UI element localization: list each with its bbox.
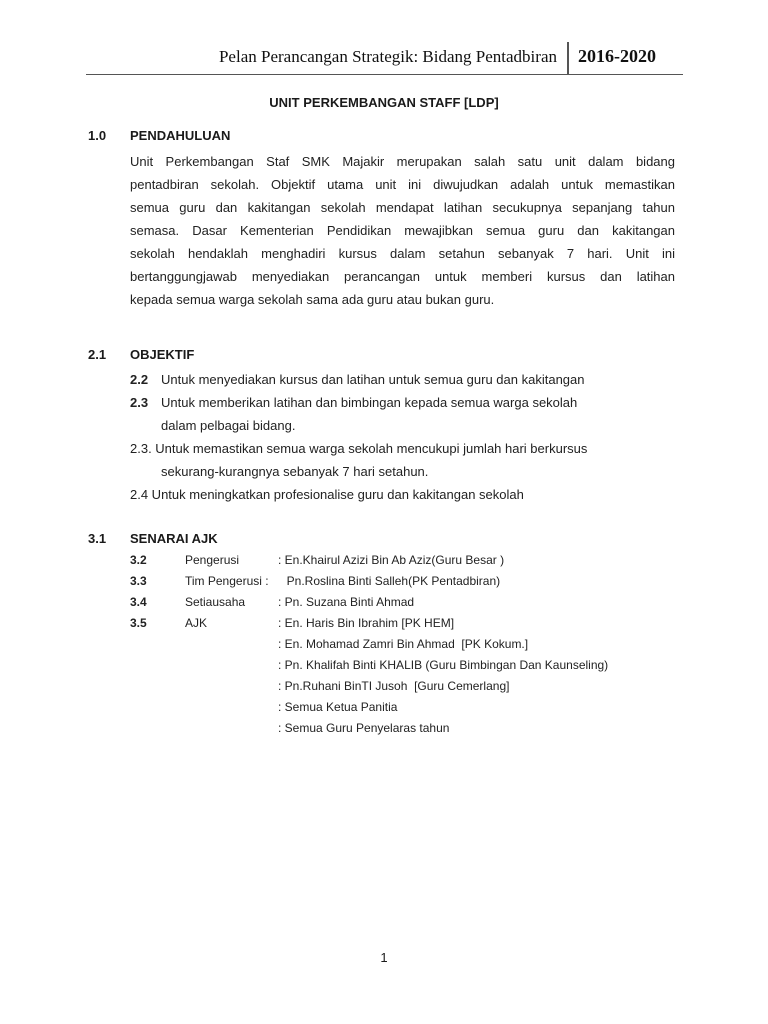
paragraph-line: kepada semua warga sekolah sama ada guru atau bukan guru. xyxy=(130,292,495,307)
committee-role: Tim Pengerusi : xyxy=(185,574,269,588)
committee-number: 3.3 xyxy=(130,574,147,588)
objective-number: 2.2 xyxy=(130,372,149,387)
page-header xyxy=(86,42,683,75)
committee-number: 3.4 xyxy=(130,595,147,609)
paragraph-line: Unit Perkembangan Staf SMK Majakir merupakan salah satu unit dalam bidang xyxy=(130,154,675,169)
paragraph-line: semua guru dan kakitangan sekolah mendapat latihan secukupnya sepanjang tahun xyxy=(130,200,675,215)
objective-text: Untuk menyediakan kursus dan latihan untuk semua guru dan kakitangan xyxy=(161,372,585,387)
committee-role: AJK xyxy=(185,616,208,630)
committee-number: 3.2 xyxy=(130,553,147,567)
objective-number: 2.3 xyxy=(130,395,149,410)
committee-name: : Pn. Khalifah Binti KHALIB (Guru Bimbingan Dan Kaunseling) xyxy=(278,658,609,672)
section-3-title: SENARAI AJK xyxy=(130,531,218,546)
paragraph-line: semasa. Dasar Kementerian Pendidikan mewajibkan semua guru dan kakitangan xyxy=(130,223,675,238)
objective-text: 2.3. Untuk memastikan semua warga sekolah mencukupi jumlah hari berkursus xyxy=(130,441,588,456)
committee-name: : Pn. Suzana Binti Ahmad xyxy=(278,595,415,609)
paragraph-line: bertanggungjawab menyediakan perancangan untuk memberi kursus dan latihan xyxy=(130,269,675,284)
objective-text: Untuk memberikan latihan dan bimbingan kepada semua warga sekolah xyxy=(161,395,578,410)
document-title: UNIT PERKEMBANGAN STAFF [LDP] xyxy=(269,95,499,110)
page-number: 1 xyxy=(380,950,388,965)
committee-role: Pengerusi xyxy=(185,553,240,567)
section-3-number: 3.1 xyxy=(88,531,107,546)
committee-name: : En. Mohamad Zamri Bin Ahmad [PK Kokum.] xyxy=(278,637,529,651)
committee-number: 3.5 xyxy=(130,616,147,630)
committee-name: : En.Khairul Azizi Bin Ab Aziz(Guru Besar ) xyxy=(278,553,505,567)
objective-text-continued: sekurang-kurangnya sebanyak 7 hari setahun. xyxy=(161,464,429,479)
section-2-title: OBJEKTIF xyxy=(130,347,195,362)
paragraph-line: sekolah hendaklah menghadiri kursus dalam setahun sebanyak 7 hari. Unit ini xyxy=(130,246,675,261)
paragraph-line: pentadbiran sekolah. Objektif utama unit ini diwujudkan adalah untuk memastikan xyxy=(130,177,675,192)
header-year: 2016-2020 xyxy=(578,46,656,66)
objective-text: 2.4 Untuk meningkatkan profesionalise guru dan kakitangan sekolah xyxy=(130,487,524,502)
committee-name: : Semua Ketua Panitia xyxy=(278,700,398,714)
header-divider xyxy=(567,42,569,74)
section-1-paragraph xyxy=(130,150,675,311)
objective-text-continued: dalam pelbagai bidang. xyxy=(161,418,296,433)
section-1-number: 1.0 xyxy=(88,128,107,143)
committee-name: : Pn.Ruhani BinTI Jusoh [Guru Cemerlang] xyxy=(278,679,510,693)
section-2-number: 2.1 xyxy=(88,347,107,362)
committee-name: Pn.Roslina Binti Salleh(PK Pentadbiran) xyxy=(280,574,501,588)
committee-name: : En. Haris Bin Ibrahim [PK HEM] xyxy=(278,616,455,630)
section-1-title: PENDAHULUAN xyxy=(130,128,231,143)
committee-name: : Semua Guru Penyelaras tahun xyxy=(278,721,450,735)
header-title: Pelan Perancangan Strategik: Bidang Pentadbiran xyxy=(218,47,557,66)
committee-role: Setiausaha xyxy=(185,595,246,609)
